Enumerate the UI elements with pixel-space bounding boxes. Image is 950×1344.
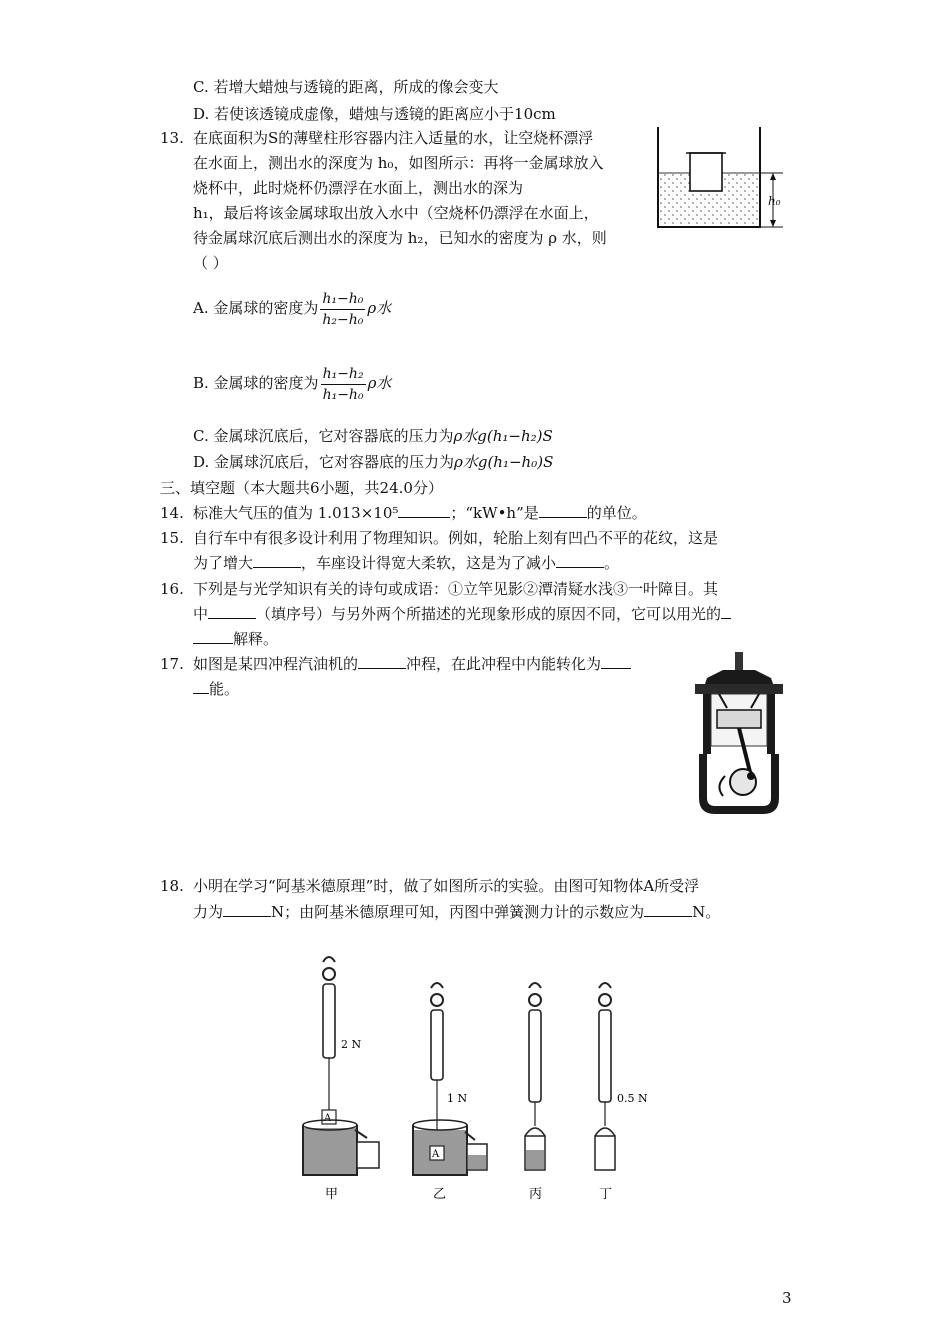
q16-blank-2b[interactable] <box>193 629 233 644</box>
q14-text-c: 的单位。 <box>586 504 647 522</box>
q16-blank-2a[interactable] <box>721 604 731 619</box>
q16-line-1: 下列是与光学知识有关的诗句或成语：①立竿见影②潭清疑水浅③一叶障目。其 <box>193 580 719 598</box>
q18-blank-1[interactable] <box>223 902 271 917</box>
q15-line-1: 自行车中有很多设计利用了物理知识。例如，轮胎上刻有凹凸不平的花纹，这是 <box>193 529 719 547</box>
q15-number: 15. <box>160 529 184 547</box>
q16-text-c: 解释。 <box>233 630 279 648</box>
q13-line-1: 在底面积为S的薄壁柱形容器内注入适量的水，让空烧杯漂浮 <box>193 129 594 147</box>
q15-text-a: 为了增大 <box>193 554 254 572</box>
q13-option-c-formula: ρ水g(h₁−h₂)S <box>453 427 553 445</box>
q15-blank-2[interactable] <box>556 553 604 568</box>
q18-blank-2[interactable] <box>644 902 692 917</box>
q13-option-a-fraction <box>320 289 365 330</box>
q16-text-a: 中 <box>193 605 209 623</box>
q13-option-a-text: A. 金属球的密度为 <box>193 299 319 317</box>
q17-text-a: 如图是某四冲程汽油机的 <box>193 655 359 673</box>
setup-bing <box>525 983 545 1170</box>
q13-option-d <box>193 451 553 473</box>
q12-option-d-value: 10cm <box>514 105 556 123</box>
q13-b-numerator: h₁−h₂ <box>321 364 366 385</box>
q13-a-denominator: h₂−h₀ <box>322 311 364 328</box>
q14-text-b: ；“kW•h”是 <box>450 504 539 522</box>
yi-object-label: A <box>432 1149 440 1160</box>
setup-yi <box>413 983 487 1175</box>
q14-text <box>193 502 647 524</box>
h0-label: h₀ <box>768 194 781 208</box>
setup-ding <box>595 983 648 1170</box>
q14-number: 14. <box>160 504 184 522</box>
q13-option-c <box>193 425 553 447</box>
q13-line-4: h₁，最后将该金属球取出放入水中（空烧杯仍漂浮在水面上， <box>193 204 599 222</box>
q17-text-b: 冲程，在此冲程中内能转化为 <box>406 655 602 673</box>
q16-line-3 <box>193 628 278 650</box>
q12-option-d-text: D. 若使该透镜成虚像，蜡烛与透镜的距离应小于 <box>193 105 515 123</box>
q13-option-b <box>193 360 391 406</box>
q12-option-c: C. 若增大蜡烛与透镜的距离，所成的像会变大 <box>193 78 499 96</box>
jia-object-label: A <box>324 1113 332 1124</box>
q18-line-2 <box>193 901 720 923</box>
q17-text-c: 能。 <box>209 680 240 698</box>
jia-reading: 2 N <box>341 1038 362 1051</box>
label-bing: 丙 <box>529 1187 543 1202</box>
label-jia: 甲 <box>325 1187 339 1202</box>
q13-option-a <box>193 285 391 331</box>
q13-line-6: （ ） <box>193 254 228 272</box>
q18-text-a: 力为 <box>193 903 224 921</box>
q14-blank-1[interactable] <box>398 503 450 518</box>
q13-b-rho: ρ水 <box>367 374 392 392</box>
q15-text-b: ，车座设计得宽大柔软，这是为了减小 <box>301 554 557 572</box>
q13-container-figure <box>655 125 795 235</box>
label-yi: 乙 <box>433 1187 447 1202</box>
q15-blank-1[interactable] <box>253 553 301 568</box>
q16-text-b: （填序号）与另外两个所描述的光现象形成的原因不同，它可以用光的 <box>256 605 722 623</box>
q13-option-b-fraction <box>321 364 366 405</box>
q13-option-c-text: C. 金属球沉底后，它对容器底的压力为 <box>193 427 454 445</box>
engine-figure <box>685 648 795 818</box>
q17-blank-2a[interactable] <box>601 654 631 669</box>
q16-blank-1[interactable] <box>208 604 256 619</box>
q13-option-b-text: B. 金属球的密度为 <box>193 374 319 392</box>
q13-line-3: 烧杯中，此时烧杯仍漂浮在水面上，测出水的深为 <box>193 179 524 197</box>
q14-text-a: 标准大气压的值为 1.013×10⁵ <box>193 504 399 522</box>
section-3-heading: 三、填空题（本大题共6小题，共24.0分） <box>160 479 443 497</box>
q13-option-d-text: D. 金属球沉底后，它对容器底的压力为 <box>193 453 455 471</box>
q13-line-2: 在水面上，测出水的深度为 h₀，如图所示：再将一金属球放入 <box>193 154 604 172</box>
yi-reading: 1 N <box>447 1092 468 1105</box>
q12-option-d <box>193 103 556 125</box>
q13-a-rho: ρ水 <box>367 299 392 317</box>
ding-reading: 0.5 N <box>617 1092 648 1105</box>
q18-text-c: N。 <box>692 903 721 921</box>
q13-b-denominator: h₁−h₀ <box>322 386 364 403</box>
q17-line-1 <box>193 653 631 675</box>
q15-line-2 <box>193 552 619 574</box>
q16-number: 16. <box>160 580 184 598</box>
q17-blank-2b[interactable] <box>193 679 209 694</box>
q13-number: 13. <box>160 129 184 147</box>
q18-text-b: N；由阿基米德原理可知，丙图中弹簧测力计的示数应为 <box>271 903 645 921</box>
q13-line-5: 待金属球沉底后测出水的深度为 h₂，已知水的密度为 ρ 水，则 <box>193 229 607 247</box>
q16-line-2 <box>193 603 731 625</box>
setup-jia <box>303 957 379 1175</box>
q13-a-numerator: h₁−h₀ <box>320 289 365 310</box>
q17-number: 17. <box>160 655 184 673</box>
q14-blank-2[interactable] <box>539 503 587 518</box>
q18-number: 18. <box>160 877 184 895</box>
q13-option-d-formula: ρ水g(h₁−h₀)S <box>454 453 554 471</box>
page-number: 3 <box>782 1289 792 1307</box>
q17-line-2 <box>193 678 239 700</box>
q17-blank-1[interactable] <box>358 654 406 669</box>
q15-text-c: 。 <box>604 554 620 572</box>
archimedes-figure <box>295 950 665 1210</box>
label-ding: 丁 <box>599 1187 613 1202</box>
q18-line-1: 小明在学习“阿基米德原理”时，做了如图所示的实验。由图可知物体A所受浮 <box>193 877 700 895</box>
